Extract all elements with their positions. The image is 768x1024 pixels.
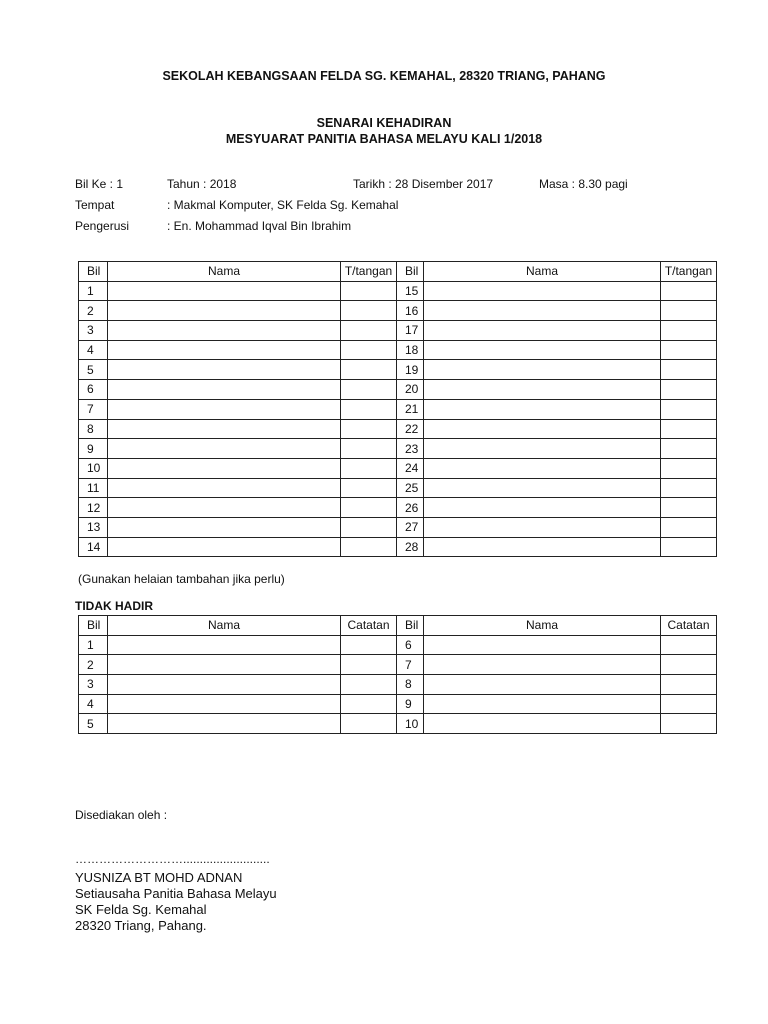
name-cell[interactable]: [108, 360, 341, 380]
row-number: 7: [397, 655, 424, 675]
row-number: 10: [397, 714, 424, 734]
row-number: 3: [79, 321, 108, 341]
name-cell[interactable]: [424, 517, 661, 537]
table-header-row: [79, 262, 717, 282]
column-header: Bil: [79, 616, 108, 636]
table-row: [79, 340, 717, 360]
sign-cell[interactable]: [661, 281, 717, 301]
sign-cell[interactable]: [661, 498, 717, 518]
row-number: 26: [397, 498, 424, 518]
name-cell[interactable]: [108, 340, 341, 360]
name-cell[interactable]: [424, 399, 661, 419]
row-number: 19: [397, 360, 424, 380]
masa: Masa : 8.30 pagi: [539, 177, 628, 191]
pengerusi-label: Pengerusi: [75, 219, 130, 233]
school-name: SEKOLAH KEBANGSAAN FELDA SG. KEMAHAL, 28320 TRIANG, PAHANG: [162, 69, 606, 83]
table-row: [79, 675, 717, 695]
sign-cell[interactable]: [661, 399, 717, 419]
column-header: Nama: [424, 262, 661, 282]
signatory-position: Setiausaha Panitia Bahasa Melayu: [75, 886, 277, 901]
name-cell[interactable]: [424, 714, 661, 734]
name-cell[interactable]: [424, 694, 661, 714]
prepared-by-label: Disediakan oleh :: [75, 808, 168, 822]
sign-cell[interactable]: [661, 380, 717, 400]
row-number: 28: [397, 537, 424, 557]
sign-cell[interactable]: [341, 281, 397, 301]
row-number: 20: [397, 380, 424, 400]
name-cell[interactable]: [424, 380, 661, 400]
sign-cell[interactable]: [341, 655, 397, 675]
sign-cell[interactable]: [341, 439, 397, 459]
table-row: [79, 714, 717, 734]
row-number: 17: [397, 321, 424, 341]
sign-cell[interactable]: [661, 340, 717, 360]
sign-cell[interactable]: [661, 655, 717, 675]
column-header: Catatan: [341, 616, 397, 636]
sign-cell[interactable]: [341, 714, 397, 734]
row-number: 27: [397, 517, 424, 537]
row-number: 2: [79, 301, 108, 321]
column-header: T/tangan: [661, 262, 717, 282]
name-cell[interactable]: [108, 694, 341, 714]
row-number: 15: [397, 281, 424, 301]
document-subtitle: MESYUARAT PANITIA BAHASA MELAYU KALI 1/2018: [225, 132, 543, 146]
sign-cell[interactable]: [341, 478, 397, 498]
sign-cell[interactable]: [341, 694, 397, 714]
table-row: [79, 498, 717, 518]
sign-cell[interactable]: [661, 360, 717, 380]
name-cell[interactable]: [424, 498, 661, 518]
table-row: [79, 517, 717, 537]
row-number: 21: [397, 399, 424, 419]
name-cell[interactable]: [424, 635, 661, 655]
table-row: [79, 478, 717, 498]
sign-cell[interactable]: [661, 635, 717, 655]
row-number: 23: [397, 439, 424, 459]
sign-cell[interactable]: [341, 675, 397, 695]
row-number: 5: [79, 360, 108, 380]
sign-cell[interactable]: [661, 321, 717, 341]
table-row: [79, 655, 717, 675]
row-number: 14: [79, 537, 108, 557]
row-number: 4: [79, 340, 108, 360]
name-cell[interactable]: [108, 321, 341, 341]
column-header: T/tangan: [341, 262, 397, 282]
table-row: [79, 419, 717, 439]
row-number: 13: [79, 517, 108, 537]
name-cell[interactable]: [424, 301, 661, 321]
tempat-value: : Makmal Komputer, SK Felda Sg. Kemahal: [167, 198, 399, 212]
row-number: 25: [397, 478, 424, 498]
sign-cell[interactable]: [341, 340, 397, 360]
column-header: Bil: [79, 262, 108, 282]
table-row: [79, 399, 717, 419]
name-cell[interactable]: [424, 321, 661, 341]
sign-cell[interactable]: [341, 498, 397, 518]
row-number: 4: [79, 694, 108, 714]
sign-cell[interactable]: [341, 399, 397, 419]
sign-cell[interactable]: [341, 458, 397, 478]
pengerusi-value: : En. Mohammad Iqval Bin Ibrahim: [167, 219, 352, 233]
sign-cell[interactable]: [341, 360, 397, 380]
name-cell[interactable]: [108, 537, 341, 557]
row-number: 8: [79, 419, 108, 439]
name-cell[interactable]: [424, 675, 661, 695]
absent-section-title: TIDAK HADIR: [75, 599, 153, 613]
name-cell[interactable]: [108, 458, 341, 478]
row-number: 6: [79, 380, 108, 400]
signature-line: ………………………..........................: [75, 852, 270, 866]
signatory-name: YUSNIZA BT MOHD ADNAN: [75, 870, 243, 885]
name-cell[interactable]: [424, 419, 661, 439]
name-cell[interactable]: [108, 439, 341, 459]
row-number: 24: [397, 458, 424, 478]
sign-cell[interactable]: [341, 301, 397, 321]
sign-cell[interactable]: [661, 517, 717, 537]
sign-cell[interactable]: [341, 635, 397, 655]
table-row: [79, 439, 717, 459]
sign-cell[interactable]: [661, 675, 717, 695]
sign-cell[interactable]: [661, 458, 717, 478]
name-cell[interactable]: [424, 655, 661, 675]
row-number: 12: [79, 498, 108, 518]
attendance-table: [78, 261, 717, 557]
signatory-address: 28320 Triang, Pahang.: [75, 918, 207, 933]
row-number: 6: [397, 635, 424, 655]
name-cell[interactable]: [424, 439, 661, 459]
name-cell[interactable]: [108, 655, 341, 675]
table-row: [79, 458, 717, 478]
table-row: [79, 694, 717, 714]
table-row: [79, 301, 717, 321]
name-cell[interactable]: [424, 281, 661, 301]
name-cell[interactable]: [424, 478, 661, 498]
table-note: (Gunakan helaian tambahan jika perlu): [78, 572, 285, 586]
row-number: 11: [79, 478, 108, 498]
row-number: 10: [79, 458, 108, 478]
row-number: 18: [397, 340, 424, 360]
row-number: 1: [79, 281, 108, 301]
document-title: SENARAI KEHADIRAN: [316, 116, 452, 130]
row-number: 7: [79, 399, 108, 419]
row-number: 9: [79, 439, 108, 459]
name-cell[interactable]: [108, 399, 341, 419]
table-row: [79, 537, 717, 557]
name-cell[interactable]: [108, 419, 341, 439]
sign-cell[interactable]: [341, 537, 397, 557]
tempat-label: Tempat: [75, 198, 115, 212]
signatory-school: SK Felda Sg. Kemahal: [75, 902, 207, 917]
table-row: [79, 380, 717, 400]
sign-cell[interactable]: [661, 301, 717, 321]
row-number: 9: [397, 694, 424, 714]
sign-cell[interactable]: [661, 419, 717, 439]
table-row: [79, 360, 717, 380]
name-cell[interactable]: [108, 498, 341, 518]
row-number: 16: [397, 301, 424, 321]
name-cell[interactable]: [424, 340, 661, 360]
absent-table: [78, 615, 717, 734]
sign-cell[interactable]: [341, 517, 397, 537]
row-number: 5: [79, 714, 108, 734]
name-cell[interactable]: [108, 281, 341, 301]
row-number: 2: [79, 655, 108, 675]
sign-cell[interactable]: [661, 439, 717, 459]
name-cell[interactable]: [108, 380, 341, 400]
table-row: [79, 635, 717, 655]
name-cell[interactable]: [424, 537, 661, 557]
sign-cell[interactable]: [341, 419, 397, 439]
column-header: Nama: [108, 616, 341, 636]
column-header: Nama: [108, 262, 341, 282]
name-cell[interactable]: [108, 635, 341, 655]
tahun: Tahun : 2018: [167, 177, 237, 191]
table-row: [79, 281, 717, 301]
name-cell[interactable]: [108, 478, 341, 498]
name-cell[interactable]: [108, 517, 341, 537]
row-number: 1: [79, 635, 108, 655]
name-cell[interactable]: [108, 714, 341, 734]
name-cell[interactable]: [108, 675, 341, 695]
table-header-row: [79, 616, 717, 636]
tarikh: Tarikh : 28 Disember 2017: [353, 177, 494, 191]
column-header: Bil: [397, 262, 424, 282]
column-header: Nama: [424, 616, 661, 636]
row-number: 3: [79, 675, 108, 695]
name-cell[interactable]: [424, 458, 661, 478]
column-header: Bil: [397, 616, 424, 636]
table-row: [79, 321, 717, 341]
name-cell[interactable]: [424, 360, 661, 380]
name-cell[interactable]: [108, 301, 341, 321]
sign-cell[interactable]: [661, 478, 717, 498]
sign-cell[interactable]: [661, 694, 717, 714]
column-header: Catatan: [661, 616, 717, 636]
sign-cell[interactable]: [661, 714, 717, 734]
sign-cell[interactable]: [661, 537, 717, 557]
bil-ke: Bil Ke : 1: [75, 177, 124, 191]
row-number: 8: [397, 675, 424, 695]
sign-cell[interactable]: [341, 380, 397, 400]
sign-cell[interactable]: [341, 321, 397, 341]
row-number: 22: [397, 419, 424, 439]
